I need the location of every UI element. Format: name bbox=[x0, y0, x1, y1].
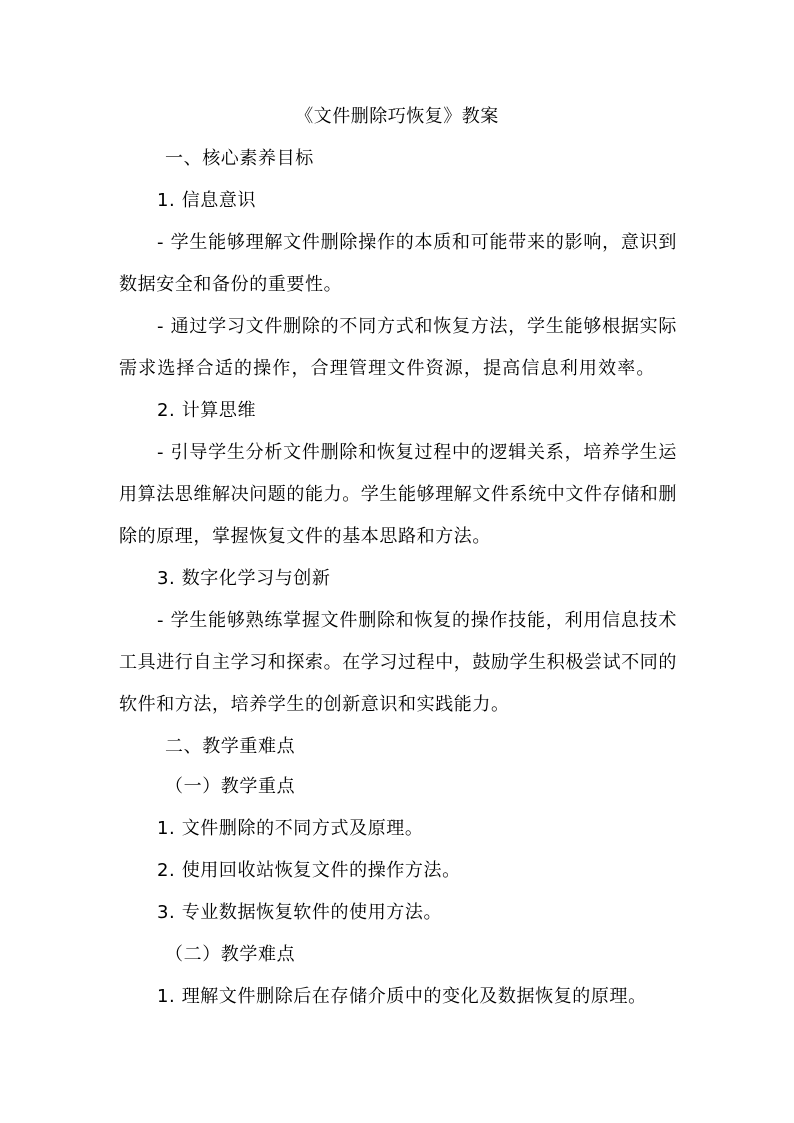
paragraph-line: - 学生能够熟练掌握文件删除和恢复的操作技能，利用信息技术 bbox=[157, 610, 677, 631]
paragraph-line: - 学生能够理解文件删除操作的本质和可能带来的影响，意识到 bbox=[157, 232, 677, 253]
item-heading-info-awareness: 1. 信息意识 bbox=[157, 190, 257, 211]
paragraph-line: 需求选择合适的操作，合理管理文件资源，提高信息利用效率。 bbox=[119, 358, 655, 379]
paragraph-line: - 通过学习文件删除的不同方式和恢复方法，学生能够根据实际 bbox=[157, 316, 677, 337]
list-item: 3. 专业数据恢复软件的使用方法。 bbox=[157, 902, 443, 923]
paragraph-line: 工具进行自主学习和探索。在学习过程中，鼓励学生积极尝试不同的 bbox=[119, 652, 677, 673]
paragraph-line: 除的原理，掌握恢复文件的基本思路和方法。 bbox=[119, 526, 491, 547]
item-heading-computational-thinking: 2. 计算思维 bbox=[157, 400, 257, 421]
paragraph-line: 软件和方法，培养学生的创新意识和实践能力。 bbox=[119, 694, 510, 715]
item-heading-digital-learning: 3. 数字化学习与创新 bbox=[157, 568, 331, 589]
list-item: 2. 使用回收站恢复文件的操作方法。 bbox=[157, 860, 461, 881]
paragraph-line: 用算法思维解决问题的能力。学生能够理解文件系统中文件存储和删 bbox=[119, 484, 677, 505]
section-heading-key-difficult-points: 二、教学重难点 bbox=[165, 736, 296, 757]
subsection-heading-key-points: （一）教学重点 bbox=[165, 776, 296, 797]
document-title: 《文件删除巧恢复》教案 bbox=[295, 106, 499, 127]
paragraph-line: 数据安全和备份的重要性。 bbox=[119, 274, 343, 295]
section-heading-objectives: 一、核心素养目标 bbox=[165, 148, 314, 169]
list-item: 1. 理解文件删除后在存储介质中的变化及数据恢复的原理。 bbox=[157, 986, 647, 1007]
subsection-heading-difficult-points: （二）教学难点 bbox=[165, 944, 296, 965]
list-item: 1. 文件删除的不同方式及原理。 bbox=[157, 818, 424, 839]
paragraph-line: - 引导学生分析文件删除和恢复过程中的逻辑关系，培养学生运 bbox=[157, 442, 677, 463]
